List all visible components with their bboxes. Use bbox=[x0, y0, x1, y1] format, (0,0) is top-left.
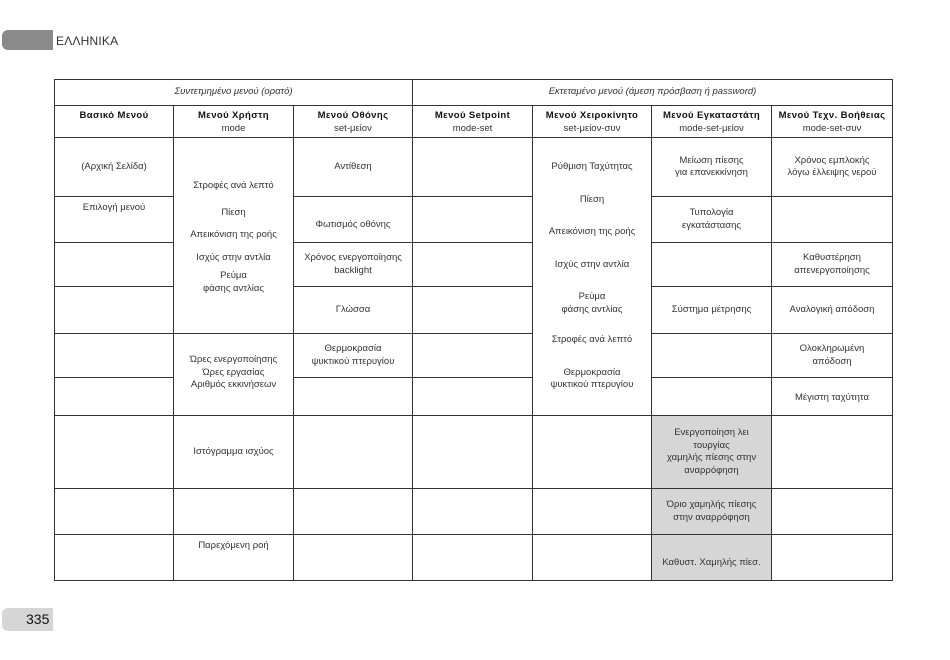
basic-select-cell: Επιλογή μενού bbox=[55, 197, 174, 243]
page-number: 335 bbox=[26, 611, 50, 627]
language-tab bbox=[2, 30, 53, 50]
column-header-service: Μενού Τεχν. Βοήθειας mode-set-συν bbox=[772, 106, 893, 138]
display-language-cell: Γλώσσα bbox=[294, 287, 413, 334]
service-empty-cell bbox=[772, 416, 893, 489]
manual-empty-cell bbox=[533, 489, 652, 535]
setpoint-empty-cell bbox=[413, 287, 533, 334]
column-header-basic: Βασικό Μενού bbox=[55, 106, 174, 138]
setpoint-empty-cell bbox=[413, 535, 533, 581]
installer-measure-cell: Σύστημα μέτρησης bbox=[652, 287, 772, 334]
installer-empty-cell bbox=[652, 243, 772, 287]
display-empty-cell bbox=[294, 378, 413, 416]
language-label: ΕΛΛΗΝΙΚΑ bbox=[56, 34, 119, 48]
extended-menu-header: Εκτεταμένο μενού (άμεση πρόσβαση ή password) bbox=[413, 80, 893, 106]
basic-empty-cell bbox=[55, 378, 174, 416]
user-menu-group-1: Στροφές ανά λεπτό Πίεση Απεικόνιση της ροής Ισχύς στην αντλία Ρεύμα φάσης αντλίας bbox=[174, 138, 294, 334]
short-menu-header: Συντετμημένο μενού (ορατό) bbox=[55, 80, 413, 106]
service-proportional-cell: Αναλογική απόδοση bbox=[772, 287, 893, 334]
service-dry-block-cell: Χρόνος εμπλοκής λόγω έλλειψης νερού bbox=[772, 138, 893, 197]
column-header-display: Μενού Οθόνης set-μείον bbox=[294, 106, 413, 138]
user-menu-group-2: Ώρες ενεργοποίησης Ώρες εργασίας Αριθμός εκκινήσεων bbox=[174, 334, 294, 416]
service-empty-cell bbox=[772, 535, 893, 581]
basic-empty-cell bbox=[55, 489, 174, 535]
manual-menu-items: Ρύθμιση Ταχύτητας Πίεση Απεικόνιση της ροής Ισχύς στην αντλία Ρεύμα φάσης αντλίας Στροφές ανά λεπτό Θερμοκρασία ψυκτικού πτερυγίου bbox=[533, 138, 652, 416]
display-empty-cell bbox=[294, 535, 413, 581]
service-empty-cell bbox=[772, 197, 893, 243]
user-flow-cell: Παρεχόμενη ροή bbox=[174, 535, 294, 581]
column-header-user: Μενού Χρήστη mode bbox=[174, 106, 294, 138]
setpoint-empty-cell bbox=[413, 138, 533, 197]
column-header-installer: Μενού Εγκαταστάτη mode-set-μείον bbox=[652, 106, 772, 138]
service-max-speed-cell: Μέγιστη ταχύτητα bbox=[772, 378, 893, 416]
column-header-manual: Μενού Χειροκίνητο set-μείον-συν bbox=[533, 106, 652, 138]
manual-empty-cell bbox=[533, 416, 652, 489]
installer-low-suction-enable-cell: Ενεργοποίηση λει τουργίας χαμηλής πίεσης στην αναρρόφηση bbox=[652, 416, 772, 489]
installer-low-delay-cell: Καθυστ. Χαμηλής πίεσ. bbox=[652, 535, 772, 581]
basic-home-cell: (Αρχική Σελίδα) bbox=[55, 138, 174, 197]
manual-empty-cell bbox=[533, 535, 652, 581]
service-integral-cell: Ολοκληρωμένη απόδοση bbox=[772, 334, 893, 378]
setpoint-empty-cell bbox=[413, 334, 533, 378]
basic-empty-cell bbox=[55, 243, 174, 287]
service-empty-cell bbox=[772, 489, 893, 535]
basic-empty-cell bbox=[55, 535, 174, 581]
service-switch-off-delay-cell: Καθυστέρηση απενεργοποίησης bbox=[772, 243, 893, 287]
setpoint-empty-cell bbox=[413, 378, 533, 416]
installer-typology-cell: Τυπολογία εγκατάστασης bbox=[652, 197, 772, 243]
basic-empty-cell bbox=[55, 287, 174, 334]
installer-empty-cell bbox=[652, 334, 772, 378]
display-backlight-time-cell: Χρόνος ενεργοποίησης backlight bbox=[294, 243, 413, 287]
menu-structure-table bbox=[54, 79, 893, 581]
display-backlight-cell: Φωτισμός οθόνης bbox=[294, 197, 413, 243]
installer-empty-cell bbox=[652, 378, 772, 416]
installer-pressure-drop-cell: Μείωση πίεσης για επανεκκίνηση bbox=[652, 138, 772, 197]
user-empty-cell bbox=[174, 489, 294, 535]
column-header-setpoint: Μενού Setpoint mode-set bbox=[413, 106, 533, 138]
setpoint-empty-cell bbox=[413, 243, 533, 287]
display-empty-cell bbox=[294, 489, 413, 535]
display-empty-cell bbox=[294, 416, 413, 489]
setpoint-empty-cell bbox=[413, 197, 533, 243]
basic-empty-cell bbox=[55, 416, 174, 489]
display-heatsink-cell: Θερμοκρασία ψυκτικού πτερυγίου bbox=[294, 334, 413, 378]
basic-empty-cell bbox=[55, 334, 174, 378]
display-contrast-cell: Αντίθεση bbox=[294, 138, 413, 197]
installer-low-suction-limit-cell: Όριο χαμηλής πίεσης στην αναρρόφηση bbox=[652, 489, 772, 535]
setpoint-empty-cell bbox=[413, 416, 533, 489]
user-histogram-cell: Ιστόγραμμα ισχύος bbox=[174, 416, 294, 489]
setpoint-empty-cell bbox=[413, 489, 533, 535]
